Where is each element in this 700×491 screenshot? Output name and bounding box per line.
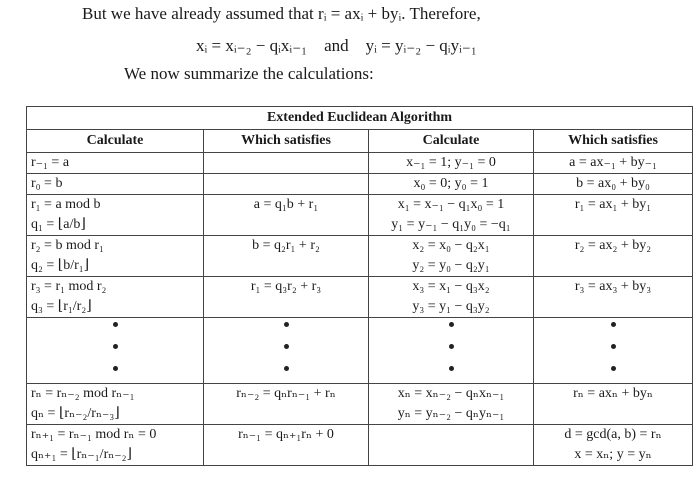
cell-x-minus1: x₋₁ = 1; y₋₁ = 0: [369, 153, 534, 174]
header-satisfies-2: Which satisfies: [534, 130, 693, 153]
cell-empty: [204, 153, 369, 174]
y-recurrence: yᵢ = yᵢ₋₂ − qᵢyᵢ₋₁: [365, 36, 477, 55]
cell-sat-rn1: rₙ₋₁ = qₙ₊₁rₙ + 0: [204, 425, 369, 466]
table-row: [27, 153, 693, 174]
header-calculate-1: Calculate: [27, 130, 204, 153]
cell-sat-2: r₂ = ax₂ + by₂: [534, 236, 693, 277]
ellipsis-cell: [369, 318, 534, 384]
cell-empty: [204, 174, 369, 195]
cell-sat-n: rₙ = axₙ + byₙ: [534, 384, 693, 425]
cell-r3: r₃ = r₁ mod r₂ q₃ = ⌊r₁/r₂⌋: [27, 277, 204, 318]
table-row: [27, 195, 693, 236]
cell-gcd-result: d = gcd(a, b) = rₙ x = xₙ; y = yₙ: [534, 425, 693, 466]
table-row: [27, 277, 693, 318]
table-row: [27, 384, 693, 425]
table-row: [27, 174, 693, 195]
cell-r0: r₀ = b: [27, 174, 204, 195]
cell-rn: rₙ = rₙ₋₂ mod rₙ₋₁ qₙ = ⌊rₙ₋₂/rₙ₋₃⌋: [27, 384, 204, 425]
cell-xn: xₙ = xₙ₋₂ − qₙxₙ₋₁ yₙ = yₙ₋₂ − qₙyₙ₋₁: [369, 384, 534, 425]
extended-euclid-table: [26, 106, 693, 466]
table-row: [27, 425, 693, 466]
cell-sat-minus1: a = ax₋₁ + by₋₁: [534, 153, 693, 174]
cell-rn1: rₙ₊₁ = rₙ₋₁ mod rₙ = 0 qₙ₊₁ = ⌊rₙ₋₁/rₙ₋₂⌋: [27, 425, 204, 466]
and-word: and: [324, 36, 349, 55]
ellipsis-cell: [534, 318, 693, 384]
cell-sat-r1: a = q₁b + r₁: [204, 195, 369, 236]
header-calculate-2: Calculate: [369, 130, 534, 153]
cell-sat-r3: r₁ = q₃r₂ + r₃: [204, 277, 369, 318]
ellipsis-row: [27, 318, 693, 384]
cell-x3: x₃ = x₁ − q₃x₂ y₃ = y₁ − q₃y₂: [369, 277, 534, 318]
ellipsis-cell: [204, 318, 369, 384]
recurrence-equations: [196, 36, 477, 56]
cell-sat-rn: rₙ₋₂ = qₙrₙ₋₁ + rₙ: [204, 384, 369, 425]
summary-sentence: We now summarize the calculations:: [124, 64, 374, 83]
cell-r-minus1: r₋₁ = a: [27, 153, 204, 174]
intro-sentence: But we have already assumed that rᵢ = axᵢ + byᵢ. Therefore,: [82, 4, 481, 23]
cell-sat-r2: b = q₂r₁ + r₂: [204, 236, 369, 277]
header-satisfies-1: Which satisfies: [204, 130, 369, 153]
cell-sat-3: r₃ = ax₃ + by₃: [534, 277, 693, 318]
table-title: Extended Euclidean Algorithm: [27, 107, 693, 130]
cell-r1: r₁ = a mod b q₁ = ⌊a/b⌋: [27, 195, 204, 236]
cell-x1: x₁ = x₋₁ − q₁x₀ = 1 y₁ = y₋₁ − q₁y₀ = −q₁: [369, 195, 534, 236]
ellipsis-cell: [27, 318, 204, 384]
cell-x2: x₂ = x₀ − q₂x₁ y₂ = y₀ − q₂y₁: [369, 236, 534, 277]
cell-sat-0: b = ax₀ + by₀: [534, 174, 693, 195]
ellipsis-dot: [611, 366, 616, 371]
cell-x0: x₀ = 0; y₀ = 1: [369, 174, 534, 195]
cell-r2: r₂ = b mod r₁ q₂ = ⌊b/r₁⌋: [27, 236, 204, 277]
x-recurrence: xᵢ = xᵢ₋₂ − qᵢxᵢ₋₁: [196, 36, 308, 55]
cell-sat-1: r₁ = ax₁ + by₁: [534, 195, 693, 236]
ellipsis-dot: [113, 366, 118, 371]
cell-empty: [369, 425, 534, 466]
ellipsis-dot: [449, 366, 454, 371]
ellipsis-dot: [284, 366, 289, 371]
table-row: [27, 236, 693, 277]
